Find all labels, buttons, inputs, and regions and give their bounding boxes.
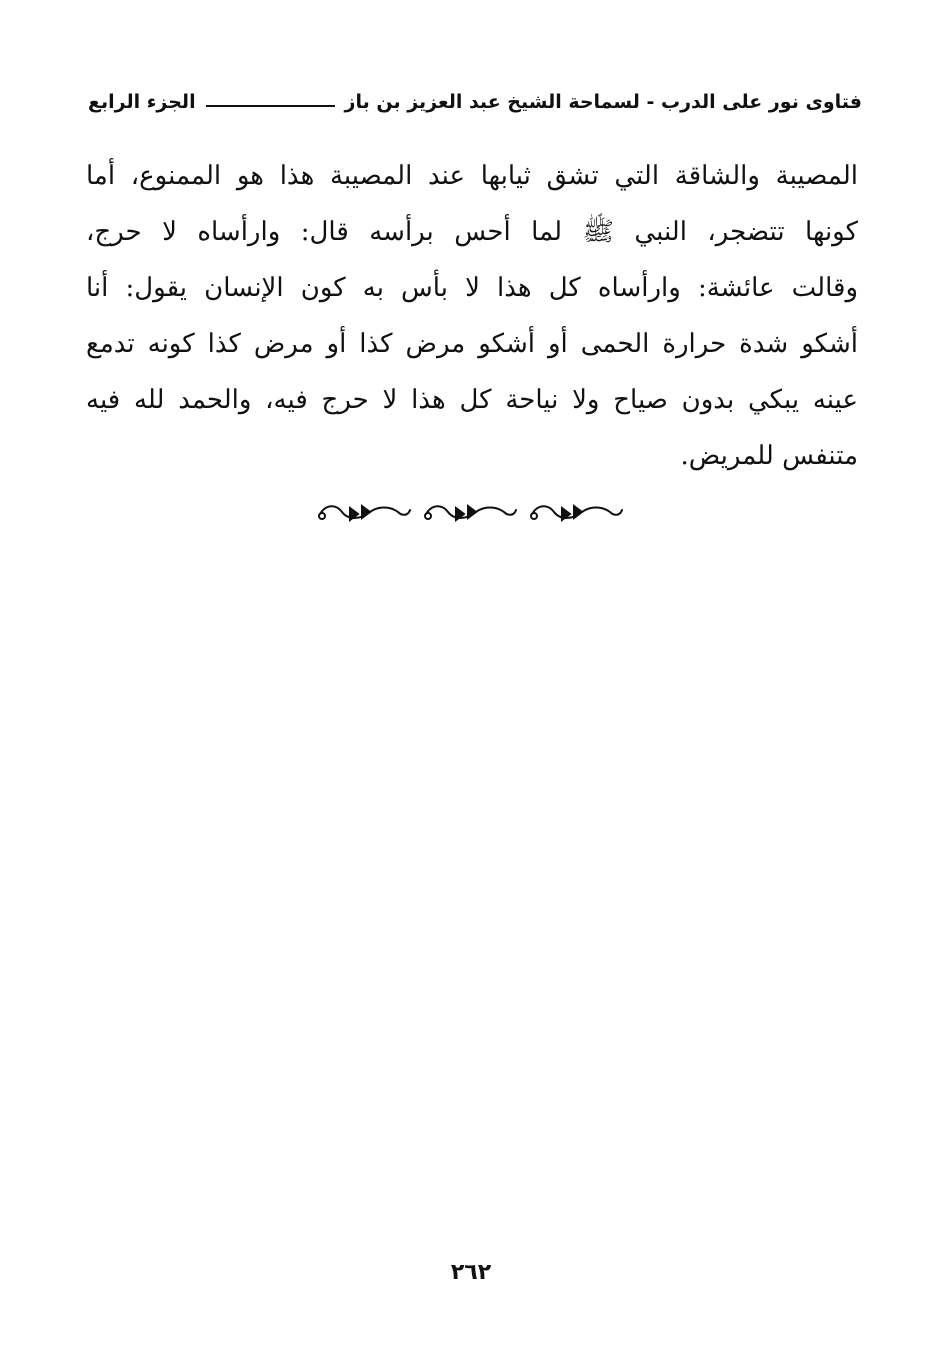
running-header [88,84,862,120]
body-line-2: كونها تتضجر، النبي ﷺ لما أحس برأسه قال: وارأساه لا حرج، [86,217,858,247]
body-line-4: أشكو شدة حرارة الحمى أو أشكو مرض كذا أو مرض كذا كونه تدمع [86,329,858,359]
book-title: فتاوى نور على الدرب - لسماحة الشيخ عبد العزيز بن باز [344,91,862,113]
body-line-5: عينه يبكي بدون صياح ولا نياحة كل هذا لا حرج فيه، والحمد لله فيه [86,385,858,415]
body-line-3: وقالت عائشة: وارأساه كل هذا لا بأس به كون الإنسان يقول: أنا [86,273,858,303]
volume-label: الجزء الرابع [88,91,196,113]
body-line-1: المصيبة والشاقة التي تشق ثيابها عند المصيبة هذا هو الممنوع، أما [86,161,858,191]
body-line-6: متنفس للمريض. [680,441,858,471]
body-text [86,148,858,484]
decorative-divider-ornament [310,494,630,530]
page-number: ٢٦٢ [450,1260,492,1285]
header-rule [206,105,335,107]
